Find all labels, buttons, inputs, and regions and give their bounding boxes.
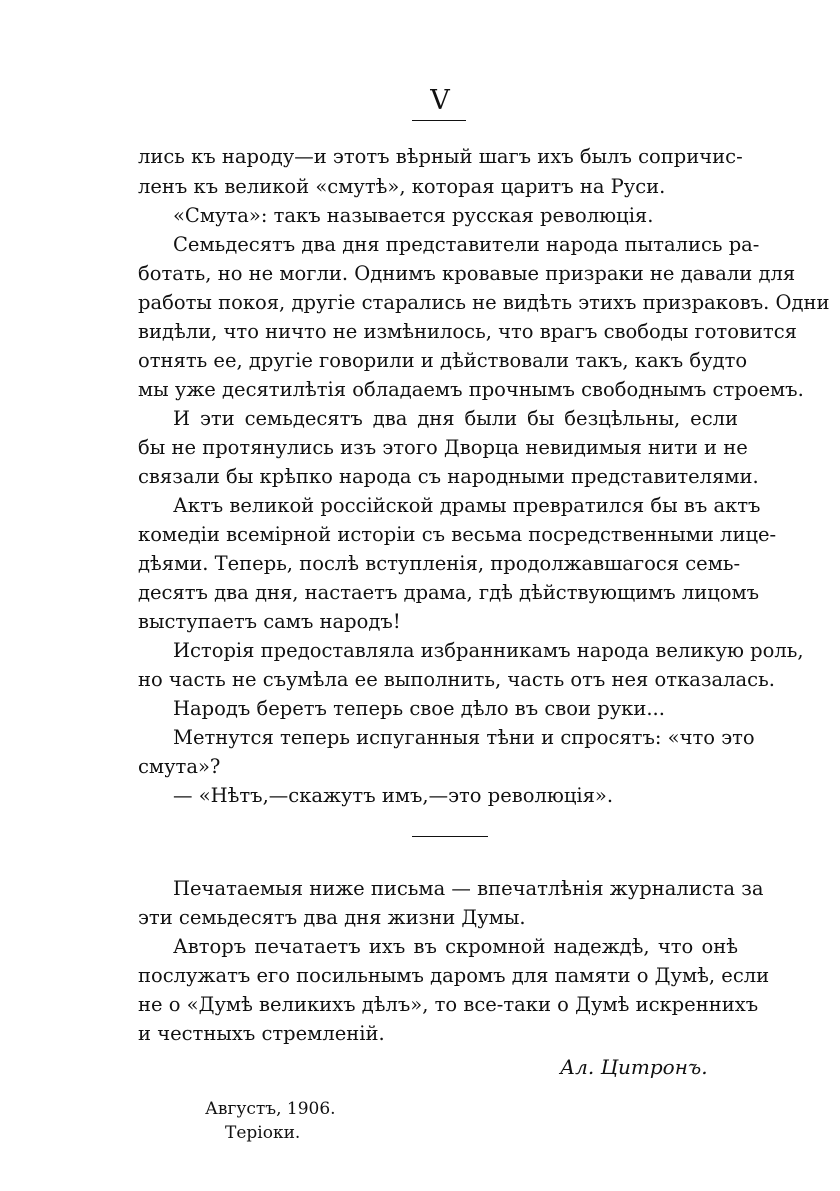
text-line: ленъ къ великой «смутѣ», которая царитъ на Руси. xyxy=(138,175,666,198)
section-divider xyxy=(412,836,488,837)
text-line: десятъ два дня, настаетъ драма, гдѣ дѣйствующимъ лицомъ xyxy=(138,581,760,604)
page-number-rule xyxy=(412,120,466,121)
text-line: связали бы крѣпко народа съ народными представителями. xyxy=(138,465,759,488)
text-line: не о «Думѣ великихъ дѣлъ», то все-таки о Думѣ искреннихъ xyxy=(138,993,759,1016)
text-line: видѣли, что ничто не измѣнилось, что врагъ свободы готовится xyxy=(138,320,797,343)
text-line: Семьдесятъ два дня представители народа пытались ра- xyxy=(173,233,760,256)
text-line: — «Нѣтъ,—скажутъ имъ,—это революція». xyxy=(173,784,614,807)
dateline-place: Теріоки. xyxy=(225,1123,301,1143)
text-line: Исторія предоставляла избранникамъ народа великую роль, xyxy=(173,639,804,662)
text-line: работы покоя, другіе старались не видѣть этихъ призраковъ. Одни xyxy=(138,291,830,314)
text-line: мы уже десятилѣтія обладаемъ прочнымъ свободнымъ строемъ. xyxy=(138,378,804,401)
text-line: «Смута»: такъ называется русская революція. xyxy=(173,204,654,227)
text-line: Актъ великой россійской драмы превратился бы въ актъ xyxy=(173,494,761,517)
text-line: Метнутся теперь испуганныя тѣни и спросятъ: «что это xyxy=(173,726,755,749)
text-line: смута»? xyxy=(138,755,221,778)
text-line: выступаетъ самъ народъ! xyxy=(138,610,401,633)
text-line: Печатаемыя ниже письма — впечатлѣнія журналиста за xyxy=(173,877,764,900)
text-line: эти семьдесятъ два дня жизни Думы. xyxy=(138,906,526,929)
signature: Ал. Цитронъ. xyxy=(560,1055,708,1079)
text-line: но часть не съумѣла ее выполнить, часть отъ нея отказалась. xyxy=(138,668,775,691)
text-line: послужатъ его посильнымъ даромъ для памяти о Думѣ, если xyxy=(138,964,770,987)
dateline-date: Августъ, 1906. xyxy=(205,1099,336,1119)
text-line: Авторъ печатаетъ ихъ въ скромной надеждѣ, что онѣ xyxy=(173,935,738,958)
page-number: V xyxy=(430,85,450,116)
text-line: лись къ народу—и этотъ вѣрный шагъ ихъ былъ сопричис- xyxy=(138,145,743,168)
text-line: И эти семьдесятъ два дня были бы безцѣльны, если xyxy=(173,407,738,430)
text-line: отнять ее, другіе говорили и дѣйствовали такъ, какъ будто xyxy=(138,349,748,372)
text-line: и честныхъ стремленій. xyxy=(138,1022,385,1045)
text-line: комедіи всемірной исторіи съ весьма посредственными лице- xyxy=(138,523,777,546)
text-line: дѣями. Теперь, послѣ вступленія, продолжавшагося семь- xyxy=(138,552,741,575)
text-line: ботать, но не могли. Однимъ кровавые призраки не давали для xyxy=(138,262,796,285)
text-line: Народъ беретъ теперь свое дѣло въ свои руки... xyxy=(173,697,665,720)
text-line: бы не протянулись изъ этого Дворца невидимыя нити и не xyxy=(138,436,748,459)
